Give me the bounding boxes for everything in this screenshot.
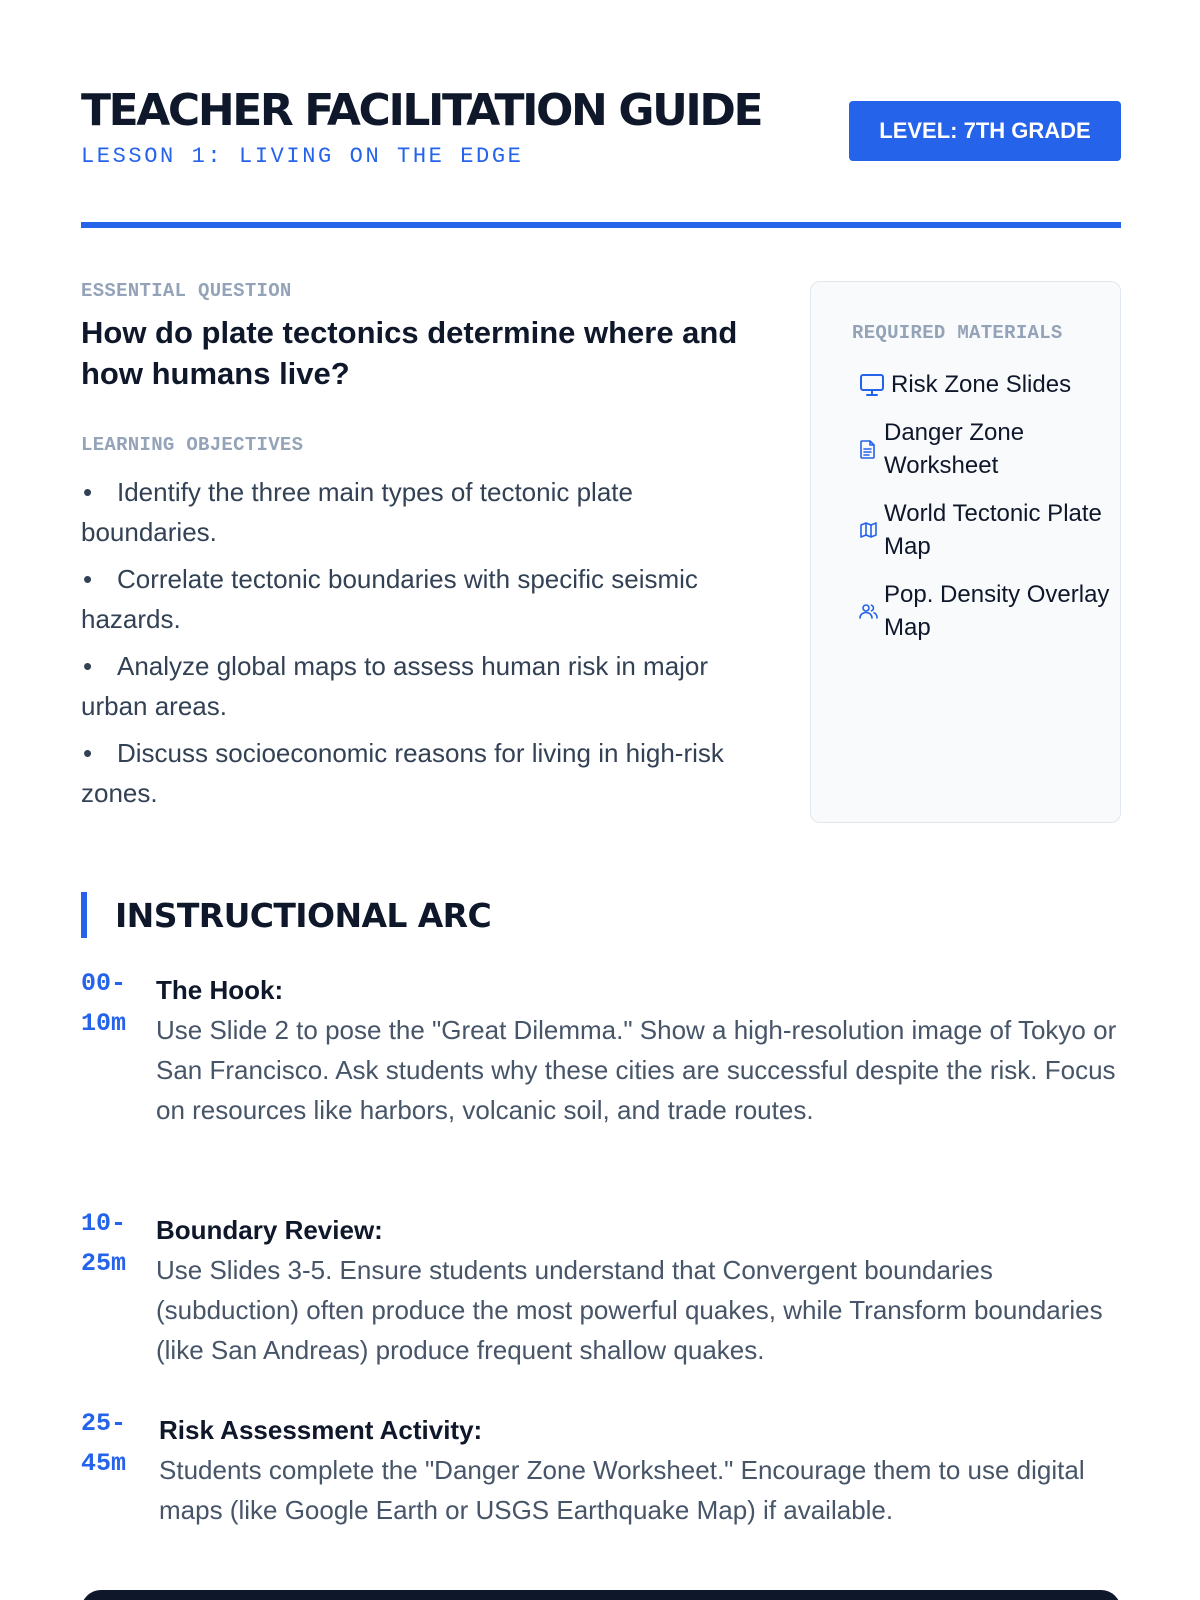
arc-step-text: Use Slides 3-5. Ensure students understand that Convergent boundaries (subduction) often produce the most powerful quakes, while Transform boundaries (like San Andreas) produce frequent shallow quakes. <box>156 1255 1103 1365</box>
bullet-icon: • <box>83 564 93 594</box>
learning-objectives-label: LEARNING OBJECTIVES <box>81 434 304 456</box>
material-item-worksheet[interactable] <box>852 416 1120 482</box>
page-header <box>81 84 1121 228</box>
list-item <box>81 646 751 726</box>
material-label: Danger Zone Worksheet <box>884 419 1025 479</box>
bullet-icon: • <box>83 477 93 507</box>
bullet-icon: • <box>83 651 93 681</box>
users-icon <box>852 603 884 619</box>
arc-step-heading: Risk Assessment Activity: <box>159 1415 483 1445</box>
overview-column <box>81 280 751 820</box>
list-item <box>81 733 751 813</box>
page-title: TEACHER FACILITATION GUIDE <box>81 85 762 136</box>
required-materials-label: REQUIRED MATERIALS <box>852 322 1063 344</box>
lesson-subtitle: LESSON 1: LIVING ON THE EDGE <box>81 144 524 169</box>
objective-text: Identify the three main types of tectonic plate boundaries. <box>81 477 633 547</box>
monitor-icon <box>852 373 891 397</box>
document-icon <box>852 440 884 459</box>
required-materials-card <box>810 281 1121 823</box>
arc-step-body <box>156 1210 1121 1370</box>
arc-step-text: Students complete the "Danger Zone Worksheet." Encourage them to use digital maps (like Google Earth or USGS Earthquake Map) if available. <box>159 1455 1085 1525</box>
instructional-arc-header <box>81 892 491 938</box>
arc-step-body <box>156 970 1121 1130</box>
essential-question-label: ESSENTIAL QUESTION <box>81 280 292 302</box>
list-item <box>81 559 751 639</box>
instructional-arc-title: INSTRUCTIONAL ARC <box>115 895 492 935</box>
map-icon <box>852 522 884 538</box>
level-badge: LEVEL: 7TH GRADE <box>849 101 1121 161</box>
arc-step-time: 00-10m <box>81 969 127 1038</box>
arc-step-text: Use Slide 2 to pose the "Great Dilemma." Show a high-resolution image of Tokyo or San Francisco. Ask students why these cities are successful despite the risk. Focus on resources like harbors, volcanic soil, and trade routes. <box>156 1015 1117 1125</box>
arc-step-time: 10-25m <box>81 1209 127 1278</box>
objective-text: Correlate tectonic boundaries with specific seismic hazards. <box>81 564 698 634</box>
arc-step-heading: The Hook: <box>156 975 284 1005</box>
objective-text: Analyze global maps to assess human risk in major urban areas. <box>81 651 709 721</box>
arc-step-body <box>159 1410 1121 1530</box>
footer-bar <box>81 1590 1121 1600</box>
material-label: World Tectonic Plate Map <box>884 500 1102 560</box>
bullet-icon: • <box>83 738 93 768</box>
essential-question-text: How do plate tectonics determine where and how humans live? <box>81 315 738 391</box>
list-item <box>81 472 751 552</box>
material-label: Pop. Density Overlay Map <box>884 581 1110 641</box>
learning-objectives-list <box>81 472 751 813</box>
arc-step-time: 25-45m <box>81 1409 127 1478</box>
material-item-density-map[interactable] <box>852 578 1120 644</box>
material-label: Risk Zone Slides <box>891 371 1072 398</box>
arc-step-heading: Boundary Review: <box>156 1215 383 1245</box>
objective-text: Discuss socioeconomic reasons for living in high-risk zones. <box>81 738 724 808</box>
material-item-slides[interactable] <box>852 368 1120 401</box>
material-item-plate-map[interactable] <box>852 497 1120 563</box>
